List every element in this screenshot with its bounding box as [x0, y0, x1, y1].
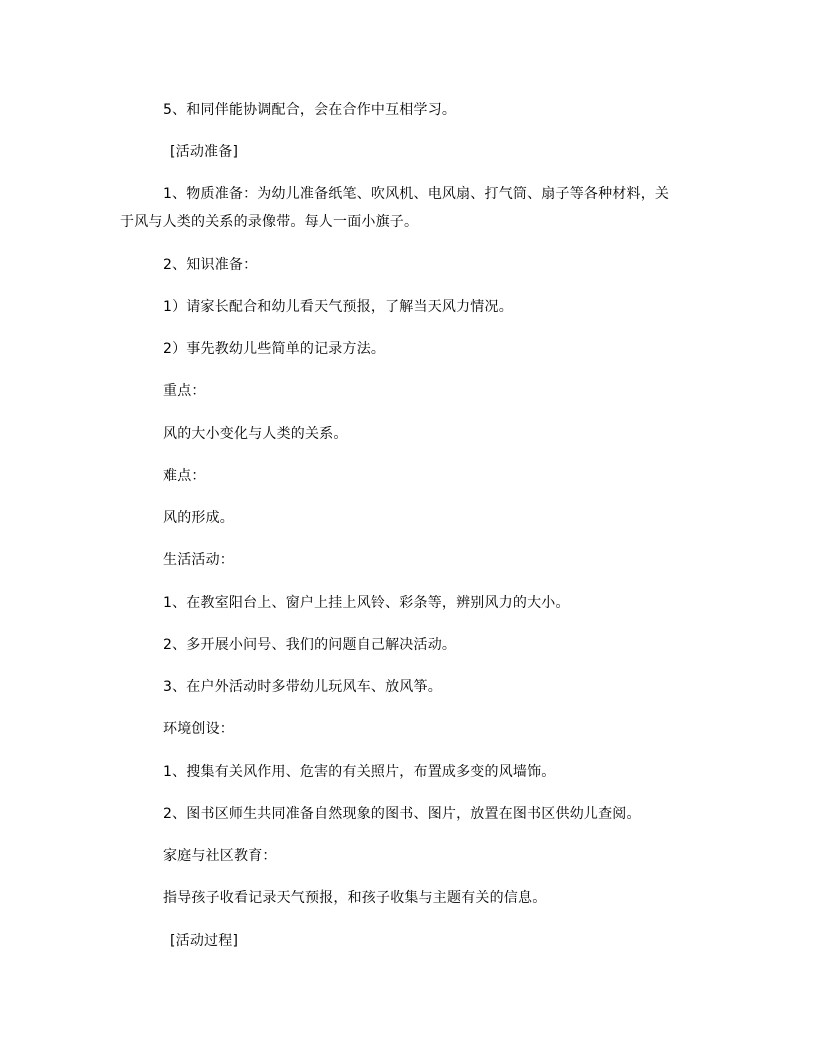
paragraph-key-point: 风的大小变化与人类的关系。: [163, 426, 348, 442]
label-key-point: 重点：: [163, 383, 206, 399]
paragraph-difficulty: 风的形成。: [163, 510, 234, 526]
label-environment: 环境创设：: [163, 721, 234, 737]
list-item-daily-2: 2、多开展小问号、我们的问题自己解决活动。: [163, 637, 457, 653]
list-item-daily-3: 3、在户外活动时多带幼儿玩风车、放风筝。: [163, 679, 442, 695]
list-item-environment-1: 1、搜集有关风作用、危害的有关照片，布置成多变的风墙饰。: [163, 764, 556, 780]
paragraph-family-community: 指导孩子收看记录天气预报，和孩子收集与主题有关的信息。: [163, 890, 547, 906]
list-item-knowledge-2: 2）事先教幼儿些简单的记录方法。: [163, 341, 386, 357]
section-heading-process: [活动过程]: [170, 933, 239, 949]
list-item-daily-1: 1、在教室阳台上、窗户上挂上风铃、彩条等，辨别风力的大小。: [163, 595, 570, 611]
paragraph-goal-5: 5、和同伴能协调配合，会在合作中互相学习。: [163, 102, 457, 118]
label-family-community: 家庭与社区教育：: [163, 848, 277, 864]
section-heading-preparation: [活动准备]: [170, 144, 239, 160]
list-item-knowledge-1: 1）请家长配合和幼儿看天气预报，了解当天风力情况。: [163, 299, 513, 315]
label-daily-activities: 生活活动：: [163, 552, 234, 568]
label-difficulty: 难点：: [163, 468, 206, 484]
list-item-environment-2: 2、图书区师生共同准备自然现象的图书、图片，放置在图书区供幼儿查阅。: [163, 806, 641, 822]
paragraph-material-prep-cont: 于风与人类的关系的录像带。每人一面小旗子。: [120, 214, 419, 230]
paragraph-material-prep: 1、物质准备：为幼儿准备纸笔、吹风机、电风扇、打气筒、扇子等各种材料，关: [163, 186, 670, 202]
paragraph-knowledge-prep: 2、知识准备：: [163, 257, 258, 273]
